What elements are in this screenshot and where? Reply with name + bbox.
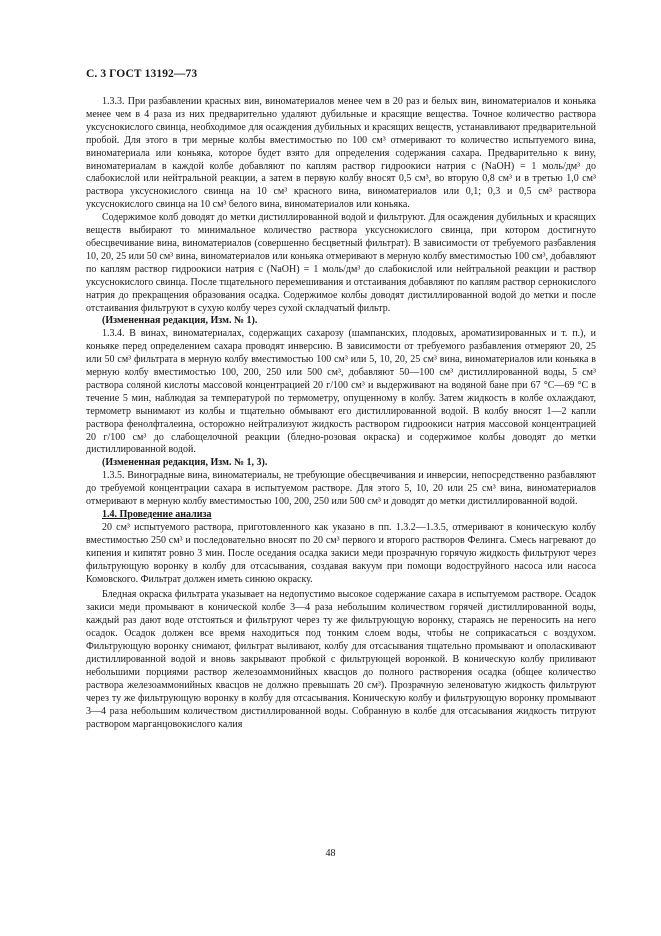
amendment-note: (Измененная редакция, Изм. № 1, 3). [102,457,268,469]
paragraph-contents-of-flasks: Содержимое колб доводят до метки дистиллированной водой и фильтруют. Для осаждения дубильных и красящих веществ выбирают то минимальное количество раствора уксуснокислого свинца, при котором достигнуто обесцвечивание вина, виноматериалов (совершенно бесцветный фильтрат). В зависимости от требуемого разбавления 10, 20, 25 или 50 см³ вина, виноматериалов или коньяка отмеривают в мерную колбу вместимостью 100 см³, добавляют по каплям раствор гидроокиси натрия c (NaOH) = 1 моль/дм³ до слабокислой или нейтральной реакции и раствор уксуснокислого свинца. После тщательного перемешивания и отстаивания добавляют по каплям раствор сернокислого натрия до прекращения образования осадка. Содержимое колбы доводят дистиллированной водой до метки и после отстаивания фильтруют в сухую колбу через сухой складчатый фильтр. [86,212,596,314]
paragraph-analysis-procedure: 20 см³ испытуемого раствора, приготовленного как указано в пп. 1.3.2—1.3.5, отмеривают в коническую колбу вместимостью 250 см³ и последовательно вносят по 20 см³ первого и второго растворов Фелинга. Смесь нагревают до кипения и кипятят ровно 3 мин. После оседания осадка закиси меди прозрачную горячую жидкость фильтруют через фильтрующую воронку в колбу для отсасывания, создавая вакуум при помощи водоструйного насоса или насоса Комовского. Фильтрат должен иметь синюю окраску. [86,521,596,585]
page-number: 48 [325,848,336,859]
amendment-note: (Измененная редакция, Изм. № 1). [102,315,258,327]
paragraph-pale-filtrate: Бледная окраска фильтрата указывает на недопустимо высокое содержание сахара в испытуемом растворе. Осадок закиси меди промывают в конической колбе 3—4 раза небольшим количеством горячей дистиллированной воды, каждый раз дают воде отстояться и фильтруют через ту же фильтрующую воронку, стараясь не переносить на него осадок. Осадок должен все время находиться под тонким слоем воды, чтобы не соприкасаться с воздухом. Фильтрующую воронку снимают, фильтрат выливают, колбу для отсасывания тщательно промывают и ополаскивают дистиллированной водой и вновь закрывают пробкой с фильтрующей воронкой. В коническую колбу приливают небольшими порциями раствор железоаммонийных квасцов до полного растворения осадка (общее количество раствора железоаммонийных квасцов не должно превышать 20 см³). Прозрачную зеленоватую жидкость фильтруют через ту же фильтрующую воронку в колбу для отсасывания. Коническую колбу и фильтрующую воронку промывают 3—4 раза небольшим количеством дистиллированной воды. Собранную в колбе для отсасывания жидкость титруют раствором марганцовокислого калия [86,589,596,730]
section-number: 1.4. [102,509,117,520]
section-title: Проведение анализа [119,509,212,520]
paragraph-1-3-4: 1.3.4. В винах, виноматериалах, содержащих сахарозу (шампанских, плодовых, ароматизированных и т. п.), и коньяке перед определением сахара проводят инверсию. В зависимости от требуемого разбавления отмеряют 20, 25 или 50 см³ фильтрата в мерную колбу вместимостью 100 см³ или 5, 10, 20, 25 см³ вина, виноматериалов или коньяка в мерную колбу вместимостью 100, 200, 250 или 500 см³, добавляют 50—100 см³ дистиллированной воды, 5 см³ раствора соляной кислоты массовой концентрацией 20 г/100 см³ и выдерживают на водяной бане при 67 °С—69 °С в течение 5 мин, наблюдая за температурой по термометру, опущенному в колбу. Затем жидкость в колбе охлаждают, термометр вынимают из колбы и тщательно обмывают его дистиллированной водой. В колбу вносят 1—2 капли раствора фенолфталеина, осторожно нейтрализуют жидкость раствором гидроокиси натрия массовой концентрацией 20 г/100 см³ до слабощелочной реакции (бледно-розовая окраска) и содержимое колбы доводят до метки дистиллированной водой. [86,328,596,456]
section-heading-1-4 [86,509,596,522]
paragraph-1-3-5: 1.3.5. Виноградные вина, виноматериалы, не требующие обесцвечивания и инверсии, непосредственно разбавляют до требуемой концентрации сахара в испытуемом растворе. Для этого 5, 10, 20 или 25 см³ вина, виноматериалов отмеривают в мерную колбу вместимостью 100, 200, 250 или 500 см³ и доводят до метки дистиллированной водой. [86,470,596,508]
page-header: С. 3 ГОСТ 13192—73 [86,68,198,80]
document-body [86,96,596,731]
paragraph-1-3-3: 1.3.3. При разбавлении красных вин, виноматериалов менее чем в 20 раз и белых вин, виноматериалов и коньяка менее чем в 4 раза из них предварительно удаляют дубильные и красящие вещества. Точное количество раствора уксуснокислого свинца, необходимое для осаждения дубильных и красящих веществ, устанавливают предварительной пробой. Для этого в три мерные колбы вместимостью по 100 см³ отмеривают то количество испытуемого вина, виноматериала или коньяка, которое будет взято для определения содержания сахара. Предварительно к вину, виноматериалам в каждой колбе добавляют по каплям раствор гидроокиси натрия c (NaOH) = 1 моль/дм³ до слабокислой или нейтральной реакции, а затем в первую колбу вносят 0,5 см³, во вторую 0,8 см³ и в третью 1,0 см³ раствора уксуснокислого свинца на 10 см³ красного вина, виноматериалов или 0,1; 0,3 и 0,5 см³ раствора уксуснокислого свинца на 10 см³ белого вина, виноматериалов или коньяка. [86,96,596,211]
